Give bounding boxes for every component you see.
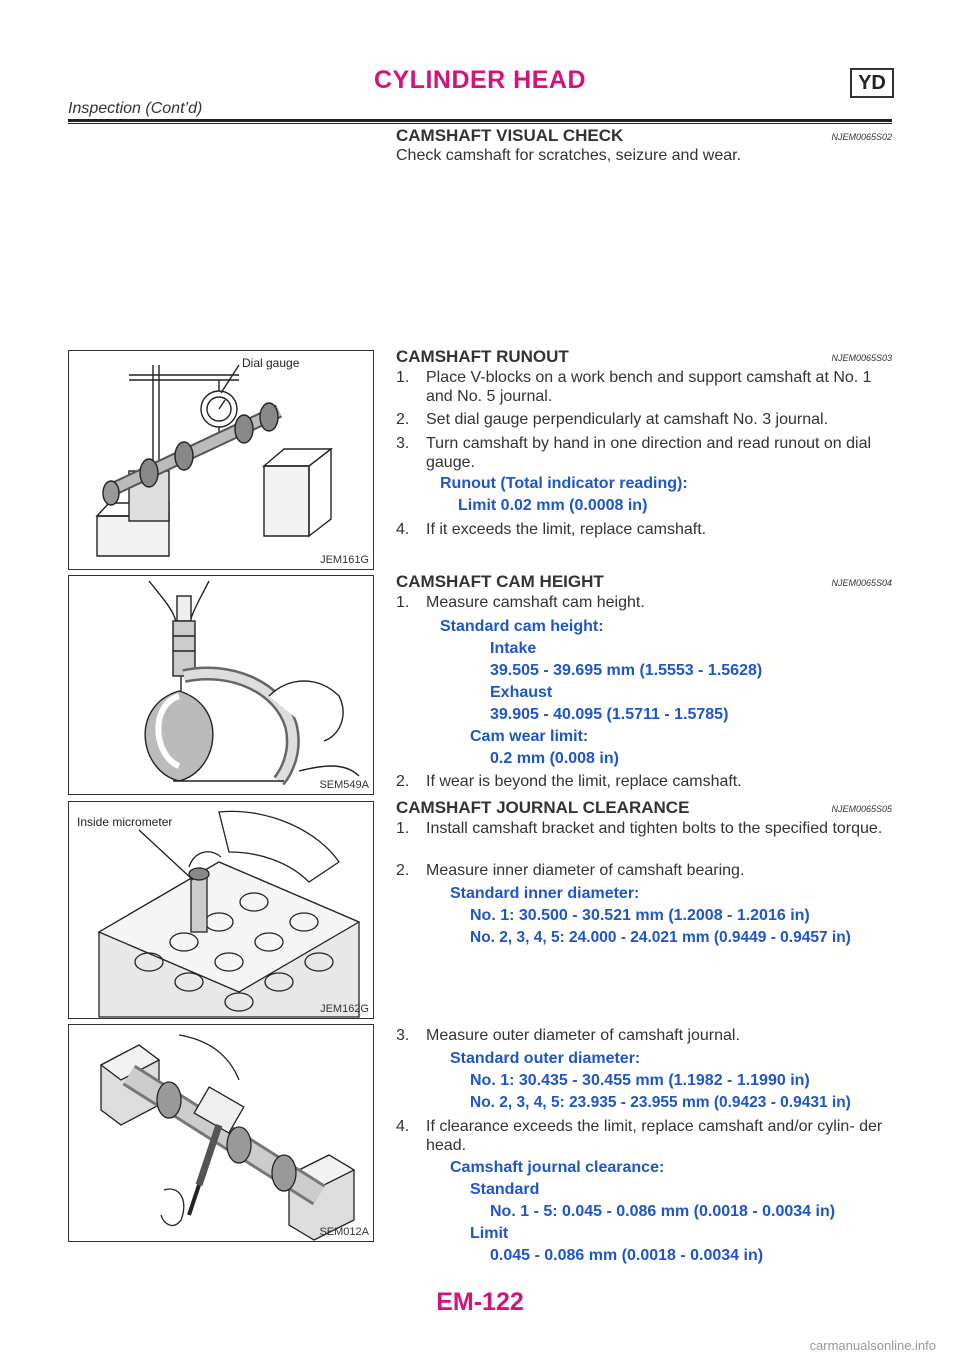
page-subtitle: Inspection (Cont’d) (68, 100, 203, 117)
cam-wear-limit-value: 0.2 mm (0.008 in) (490, 750, 619, 767)
clearance-label: Camshaft journal clearance: (450, 1159, 665, 1176)
journal-step-1: 1. Install camshaft bracket and tighten bolts to the specified torque. (396, 820, 883, 837)
runout-step-3: 3. Turn camshaft by hand in one direction and read runout on dial gauge. (396, 435, 872, 471)
figure-callout: Inside micrometer (77, 815, 173, 829)
section-code: NJEM0065S02 (831, 132, 892, 142)
section-heading-cam-height: CAMSHAFT CAM HEIGHT NJEM0065S04 (396, 572, 892, 591)
cam-height-step-1: 1. Measure camshaft cam height. (396, 594, 645, 611)
cam-wear-limit-label: Cam wear limit: (470, 728, 589, 745)
header-rule-thin (68, 123, 892, 124)
journal-step-3: 3. Measure outer diameter of camshaft journal. (396, 1027, 740, 1044)
header-rule (68, 119, 892, 122)
section-code: NJEM0065S05 (831, 804, 892, 814)
inner-diameter-no2-5: No. 2, 3, 4, 5: 24.000 - 24.021 mm (0.9449 - 0.9457 in) (470, 929, 851, 946)
journal-step-2: 2. Measure inner diameter of camshaft bearing. (396, 862, 745, 879)
runout-step-2: 2. Set dial gauge perpendicularly at camshaft No. 3 journal. (396, 411, 829, 428)
cam-height-step-2: 2. If wear is beyond the limit, replace camshaft. (396, 773, 742, 790)
section-code: NJEM0065S03 (831, 353, 892, 363)
figure-id: JEM161G (320, 554, 369, 566)
figure-id: SEM012A (319, 1226, 369, 1238)
cam-height-intake-label: Intake (490, 640, 537, 657)
inner-diameter-label: Standard inner diameter: (450, 885, 640, 902)
cam-height-exhaust-label: Exhaust (490, 684, 553, 701)
section-heading-runout: CAMSHAFT RUNOUT NJEM0065S03 (396, 347, 892, 366)
watermark: carmanualsonline.info (809, 1338, 936, 1353)
runout-step-1: 1. Place V-blocks on a work bench and support camshaft at No. 1 and No. 5 journal. (396, 369, 872, 405)
cam-height-exhaust-value: 39.905 - 40.095 (1.5711 - 1.5785) (490, 706, 729, 723)
page-number: EM-122 (436, 1288, 524, 1316)
section-code: NJEM0065S04 (831, 578, 892, 588)
figure-journal-clearance (68, 801, 374, 1019)
section-heading-journal-clearance: CAMSHAFT JOURNAL CLEARANCE NJEM0065S05 (396, 798, 892, 817)
engine-badge: YD (850, 68, 894, 98)
figure-id: JEM162G (320, 1003, 369, 1015)
clearance-limit-value: 0.045 - 0.086 mm (0.0018 - 0.0034 in) (490, 1247, 764, 1264)
figure-cam-height (68, 575, 374, 795)
runout-spec-limit: Limit 0.02 mm (0.0008 in) (458, 497, 648, 514)
outer-diameter-no2-5: No. 2, 3, 4, 5: 23.935 - 23.955 mm (0.9423 - 0.9431 in) (470, 1094, 851, 1111)
cam-height-intake-value: 39.505 - 39.695 mm (1.5553 - 1.5628) (490, 662, 763, 679)
runout-step-4: 4. If it exceeds the limit, replace camshaft. (396, 521, 707, 538)
runout-spec-label: Runout (Total indicator reading): (440, 475, 688, 492)
figure-journal-outer-diameter (68, 1024, 374, 1242)
clearance-standard-value: No. 1 - 5: 0.045 - 0.086 mm (0.0018 - 0.0034 in) (490, 1203, 836, 1220)
clearance-limit-label: Limit (470, 1225, 509, 1242)
visual-check-text: Check camshaft for scratches, seizure and wear. (396, 147, 742, 164)
figure-callout: Dial gauge (242, 356, 300, 370)
inner-diameter-no1: No. 1: 30.500 - 30.521 mm (1.2008 - 1.2016 in) (470, 907, 810, 924)
figure-camshaft-runout (68, 350, 374, 570)
outer-diameter-no1: No. 1: 30.435 - 30.455 mm (1.1982 - 1.1990 in) (470, 1072, 810, 1089)
clearance-standard-label: Standard (470, 1181, 540, 1198)
outer-diameter-label: Standard outer diameter: (450, 1050, 641, 1067)
journal-step-4: 4. If clearance exceeds the limit, replace camshaft and/or cylin- der head. (396, 1118, 883, 1154)
section-heading-visual-check: CAMSHAFT VISUAL CHECK NJEM0065S02 (396, 126, 892, 145)
page-title: CYLINDER HEAD (373, 66, 587, 94)
cam-height-spec-label: Standard cam height: (440, 618, 604, 635)
figure-id: SEM549A (319, 779, 369, 791)
